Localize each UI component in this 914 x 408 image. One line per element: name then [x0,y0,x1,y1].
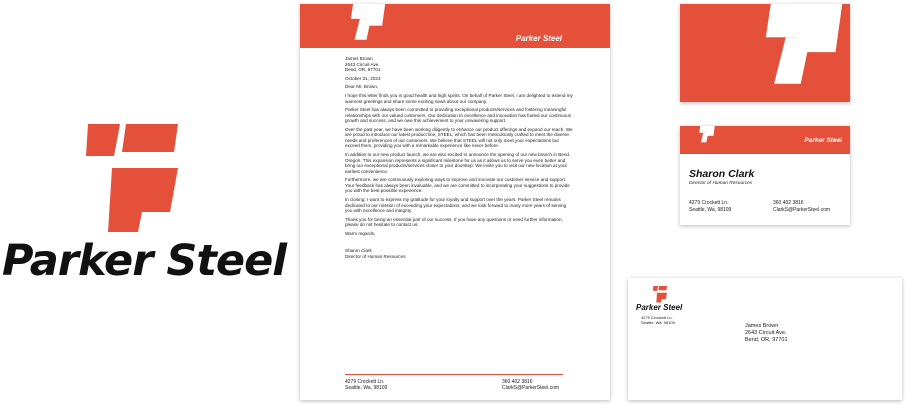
recipient-street: 2643 Circuit Ave. [345,61,380,67]
signer-name: Sharon Clark [345,248,372,254]
card-brand: Parker Steel [804,137,842,144]
recipient-city: Bend, OR, 97701 [345,67,381,72]
envelope-return-address [641,315,675,325]
card-city: Seattle, Wa, 98109 [689,206,732,213]
envelope [628,278,902,400]
letter-paragraph: Furthermore, we are continuously exploring ways to improve and innovate our customer service and support. Your feedback has always been invaluable, and we are committed to incorporating your suggestions to provide you with the best possible experience. [345,177,570,194]
letter-paragraph: In addition to our new product launch, we are also excited to announce the opening of our new branch in Bend, Oregon. This expansion represents a significant milestone for us as it allows us to serve you even better and bring our exceptional products/services closer to your doorstep. We invite you to visit our new location at your earliest convenience. [345,152,571,174]
p-monogram-icon [86,124,178,242]
footer-phone: 360 402 3816 [502,379,533,385]
envelope-recipient-street: 2643 Circuit Ave. [745,330,787,336]
return-city: Seattle, Wa, 98109 [641,320,675,325]
letterhead [300,4,610,400]
letter-paragraph: Thank you for being an essential part of our success. If you have any questions or need further information, please do not hesitate to contact us. [345,216,563,228]
letter-paragraph: Over the past year, we have been working diligently to enhance our product offerings and expand our reach. We are proud to introduce our latest product line, STEEL, which has been meticulously crafted to meet the diverse needs and preferences of our customers. We believe that STEEL will not only meet your expectations but exceed them, providing you with a remarkable experience like never before. [345,126,573,149]
card-email: ClarkS@ParkerSteel.com [773,206,831,213]
card-title: Director of Human Resources [689,181,753,186]
letter-footer-contact [502,379,559,391]
footer-city: Seattle, Wa, 98109 [345,385,388,391]
p-monogram-icon [344,4,392,48]
letterhead-brand: Parker Steel [515,34,562,43]
letter-paragraph: In closing, I want to express my gratitude for your loyalty and support over the years. Parker Steel remains dedicated to our mission of exceeding your expectations, and we look forward to many more years of serving you with excellence and integrity. [345,197,567,213]
footer-street: 4279 Crockett Ln. [345,379,385,385]
letter-salutation: Dear Mr. Brown, [345,84,379,90]
return-street: 4279 Crockett Ln. [641,315,673,320]
envelope-brand: Parker Steel [636,303,683,312]
business-card-back [680,126,850,225]
card-street: 4279 Crockett Ln. [689,200,729,206]
letter-signature [345,248,573,259]
card-name: Sharon Clark [689,168,755,180]
envelope-recipient-name: James Brown [745,323,779,329]
p-monogram-icon [652,286,668,304]
p-monogram-icon [758,4,850,102]
recipient-address [345,56,573,73]
recipient-name: James Brown [345,56,373,61]
letter-paragraph: I hope this letter finds you in good health and high spirits. On behalf of Parker Steel, I am delighted to extend my warmest greetings and share some exciting news about our company. [345,93,573,104]
p-monogram-icon [696,126,718,146]
card-phone: 360 402 3816 [773,200,804,206]
footer-divider [345,374,563,375]
signer-title: Director of Human Resources [345,253,406,259]
letter-body [345,56,573,263]
letter-paragraph: Parker Steel has always been committed to providing exceptional products/services and fostering meaningful relationships with our valued customers. Our dedication to excellence and innovation has fueled our continuous growth and success, and we owe this achievement to your unwavering support. [345,107,571,124]
card-contact [773,200,830,213]
letter-closing: Warm regards, [345,230,376,236]
envelope-recipient-city: Bend, OR, 97701 [745,337,788,343]
business-card-front [680,4,850,102]
letter-date: October 31, 2023 [345,75,381,81]
footer-email: ClarkS@ParkerSteel.com [502,385,560,391]
card-address [689,200,731,213]
envelope-recipient-address [745,323,788,344]
logo-wordmark: Parker Steel [2,236,286,286]
letter-footer-address [345,379,387,391]
